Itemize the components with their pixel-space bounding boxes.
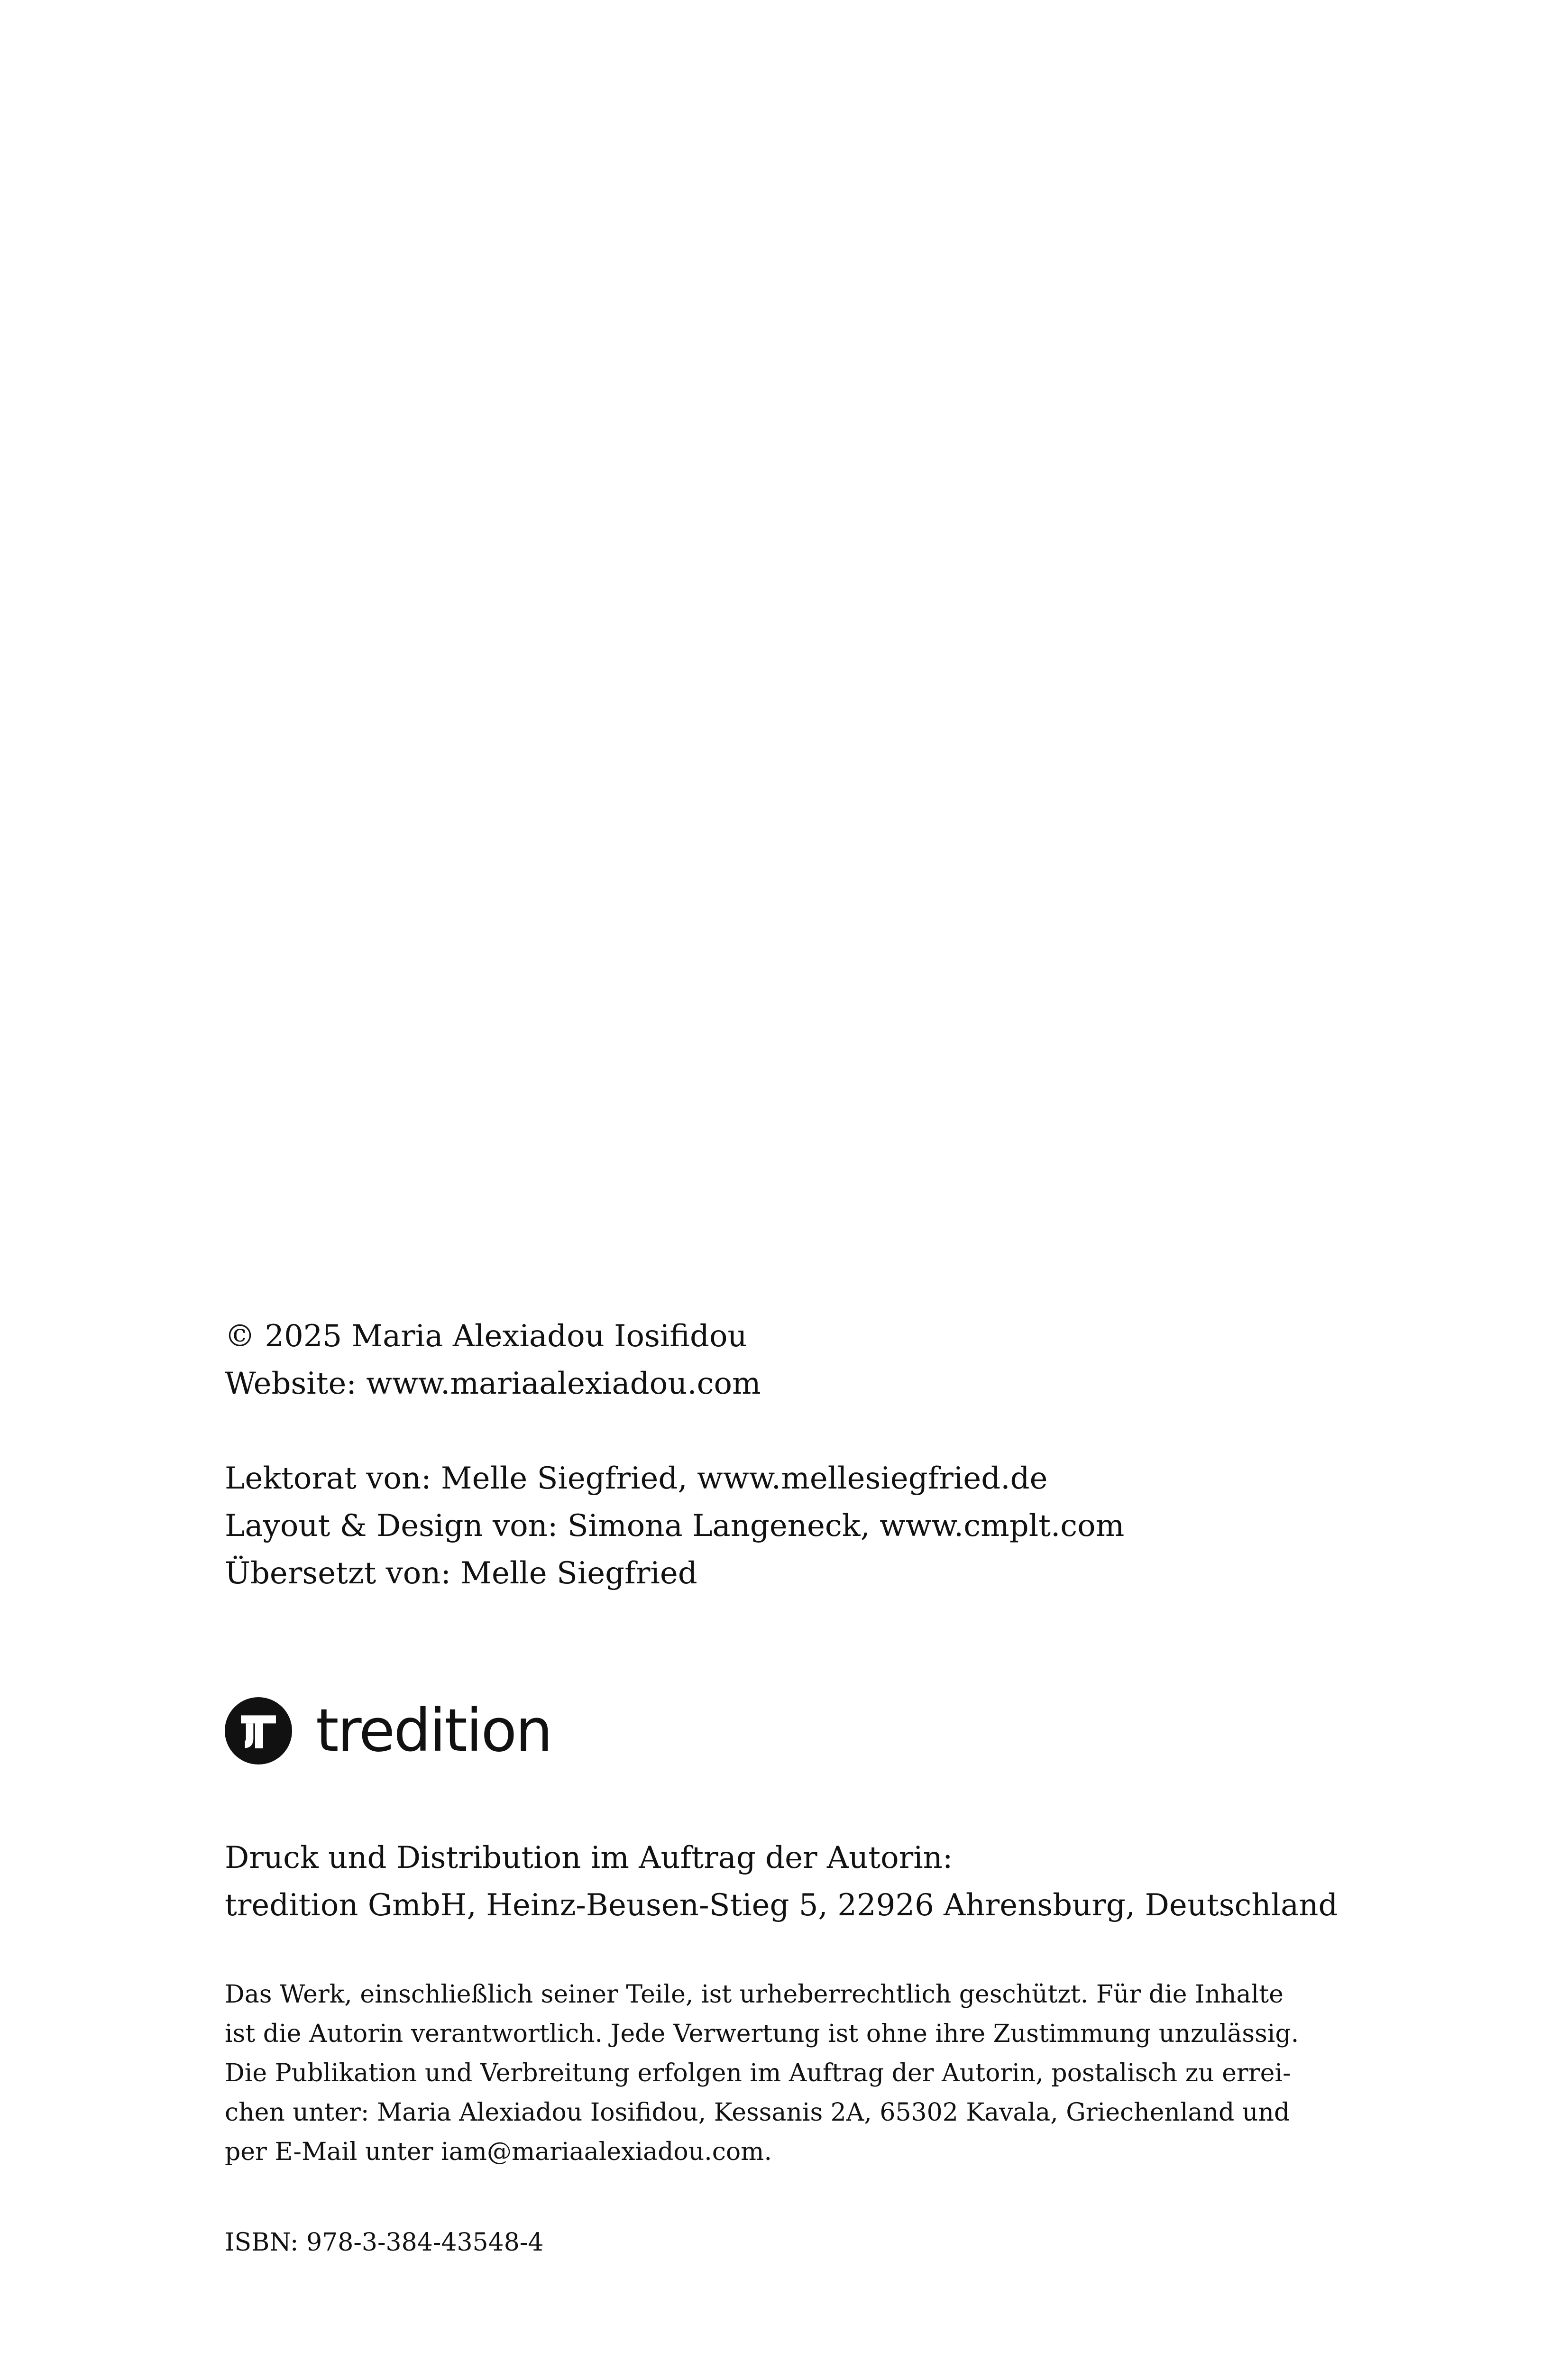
isbn-line: ISBN: 978-3-384-43548-4 [225,2228,544,2257]
legal-notice-line: Die Publikation und Verbreitung erfolgen im Auftrag der Autorin, postalisch zu errei- [225,2059,1291,2087]
print-distribution-line: Druck und Distribution im Auftrag der Autorin: [225,1840,953,1875]
tredition-logo-icon [225,1697,292,1764]
print-distribution-block [225,1834,1363,1929]
copyright-block [225,1313,1363,1407]
credit-editing: Lektorat von: Melle Siegfried, www.mellesiegfried.de [225,1461,1048,1496]
tredition-wordmark: tredition [316,1697,551,1765]
legal-notice-line: ist die Autorin verantwortlich. Jede Verwertung ist ohne ihre Zustimmung unzulässig. [225,2020,1299,2048]
copyright-line: © 2025 Maria Alexiadou Iosifidou [225,1319,747,1354]
credit-translation: Übersetzt von: Melle Siegfried [225,1556,697,1591]
legal-notice-line: chen unter: Maria Alexiadou Iosifidou, Kessanis 2A, 65302 Kavala, Griechenland und [225,2098,1290,2127]
legal-notice-line: per E-Mail unter iam@mariaalexiadou.com. [225,2138,772,2166]
credit-layout-design: Layout & Design von: Simona Langeneck, www.cmplt.com [225,1508,1125,1544]
legal-notice [225,1975,1363,2172]
website-line: Website: www.mariaalexiadou.com [225,1366,761,1401]
publisher-address-line: tredition GmbH, Heinz-Beusen-Stieg 5, 22926 Ahrensburg, Deutschland [225,1888,1338,1923]
publisher-logo [225,1695,1363,1766]
legal-notice-line: Das Werk, einschließlich seiner Teile, ist urheberrechtlich geschützt. Für die Inhalte [225,1980,1284,2009]
isbn-block [225,2223,1363,2262]
credits-block [225,1455,1363,1597]
